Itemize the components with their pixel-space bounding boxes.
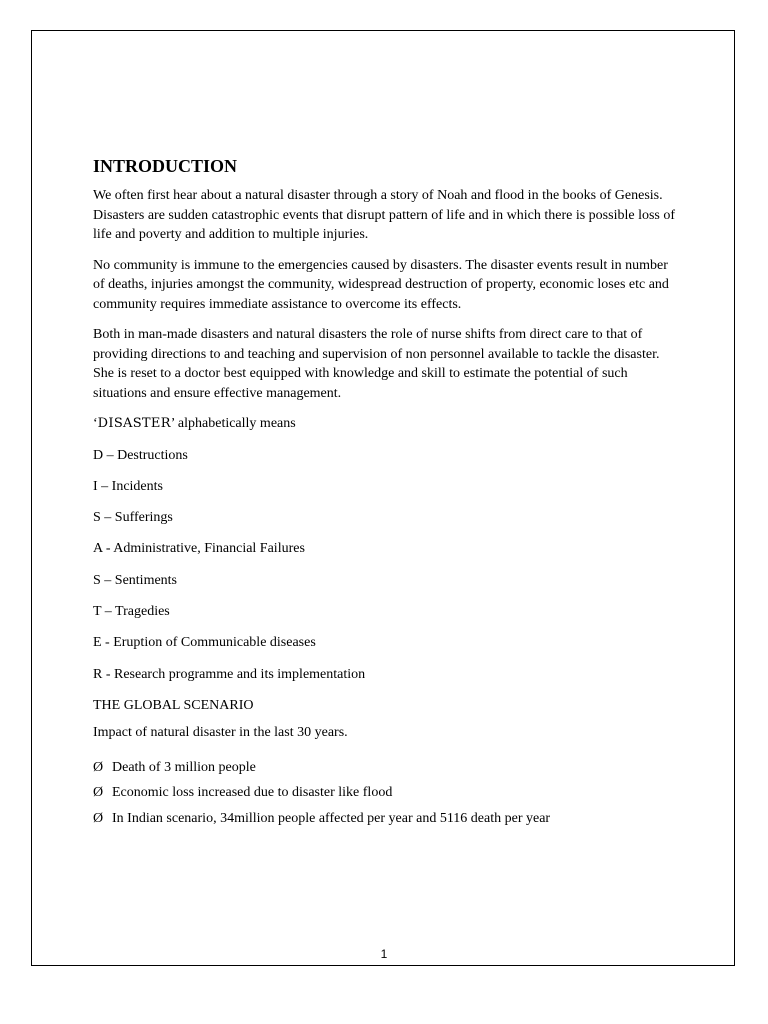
paragraph-3: Both in man-made disasters and natural disasters the role of nurse shifts from direct care to that of providing directions to and teaching and supervision of non personnel available to tackle the disaster. She is reset to a doctor best equipped with knowledge and skill to estimate the potential of such situations and ensure effective management. [93, 327, 660, 401]
bullet-text: In Indian scenario, 34million people affected per year and 5116 death per year [112, 810, 551, 826]
acronym-list [93, 446, 683, 685]
document-body [93, 155, 683, 834]
close-quote: ’ [170, 416, 175, 431]
list-item: S – Sufferings [93, 510, 173, 526]
paragraph-2: No community is immune to the emergencies caused by disasters. The disaster events result in number of deaths, injuries amongst the community, widespread destruction of property, economic loses etc and community requires immediate assistance to overcome its effects. [93, 257, 669, 312]
bullet-symbol-icon: Ø [93, 785, 104, 801]
bullet-item [93, 809, 683, 829]
impact-bullet-list [93, 758, 683, 829]
disaster-definition [93, 414, 683, 434]
paragraph-1: We often first hear about a natural disaster through a story of Noah and flood in the books of Genesis. Disasters are sudden catastrophic events that disrupt pattern of life and in which there is possible loss of life and poverty and addition to multiple injuries. [93, 188, 676, 242]
scenario-title: THE GLOBAL SCENARIO [93, 697, 254, 713]
bullet-item [93, 758, 683, 778]
bullet-symbol-icon: Ø [93, 810, 104, 826]
bullet-text: Economic loss increased due to disaster like flood [112, 785, 393, 801]
scenario-subtitle: Impact of natural disaster in the last 30 years. [93, 725, 348, 741]
definition-word: DISASTER [97, 416, 171, 431]
list-item: S – Sentiments [93, 572, 178, 588]
list-item: T – Tragedies [93, 603, 170, 619]
list-item: R - Research programme and its implementation [93, 666, 366, 682]
list-item: D – Destructions [93, 447, 188, 463]
list-item: E - Eruption of Communicable diseases [93, 635, 316, 651]
definition-text: alphabetically means [174, 416, 296, 431]
bullet-text: Death of 3 million people [112, 759, 256, 775]
bullet-item [93, 783, 683, 803]
list-item: A - Administrative, Financial Failures [93, 541, 305, 557]
section-heading: INTRODUCTION [93, 156, 238, 176]
open-quote: ‘ [93, 416, 98, 431]
bullet-symbol-icon: Ø [93, 759, 104, 775]
list-item: I – Incidents [93, 478, 163, 494]
page-number: 1 [380, 947, 388, 961]
